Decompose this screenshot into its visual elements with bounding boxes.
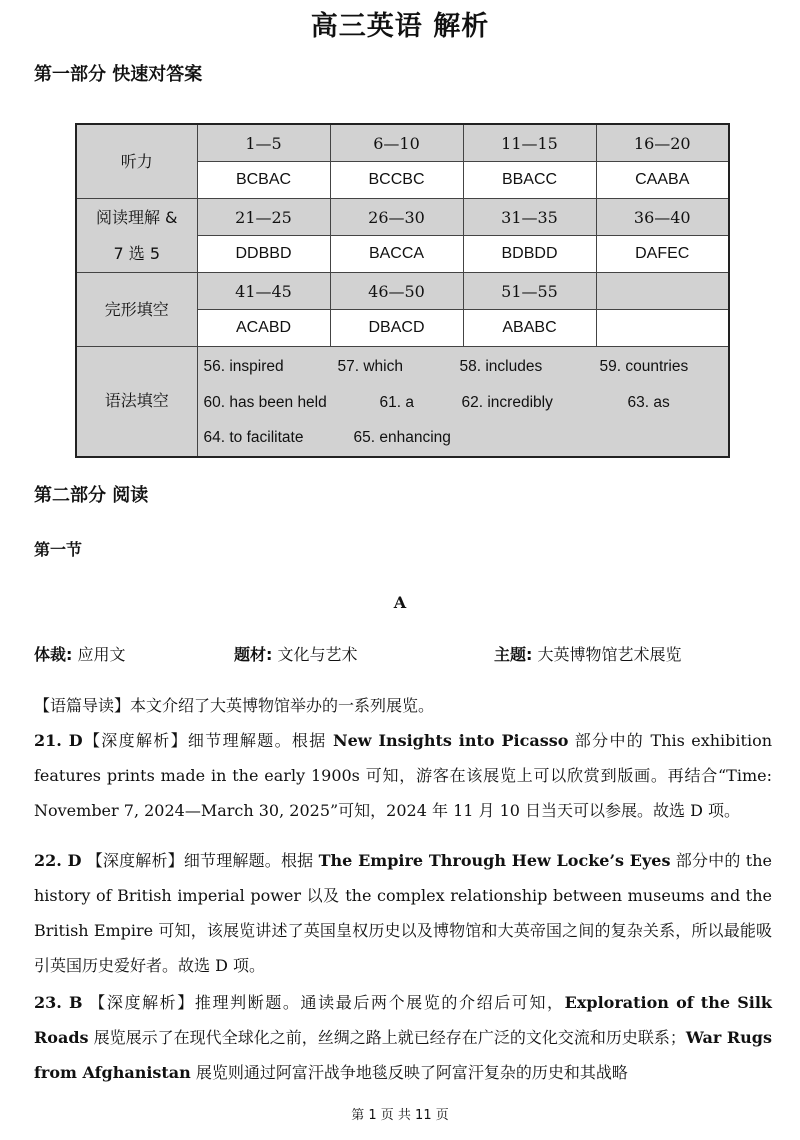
section-heading: 第一节 xyxy=(34,540,83,559)
table-row xyxy=(76,199,729,236)
grammar-item: 65. enhancing xyxy=(353,429,451,446)
answer-cell: BDBDD xyxy=(463,236,596,273)
range-cell: 51—55 xyxy=(463,273,596,310)
range-cell: 11—15 xyxy=(463,124,596,162)
grammar-item: 56. inspired xyxy=(203,358,284,375)
empty-cell xyxy=(596,310,729,347)
q23-head: 23. B xyxy=(34,993,83,1012)
range-cell: 26—30 xyxy=(330,199,463,236)
grammar-answers xyxy=(197,347,729,457)
grammar-item: 60. has been held xyxy=(203,393,327,411)
range-cell: 21—25 xyxy=(197,199,330,236)
part2-heading: 第二部分 阅读 xyxy=(34,485,149,506)
answer-cell: CAABA xyxy=(596,162,729,199)
row-label-cloze: 完形填空 xyxy=(76,273,197,347)
q21-text1: 【深度解析】细节理解题。根据 xyxy=(82,731,333,750)
range-cell: 1—5 xyxy=(197,124,330,162)
subject-value: 文化与艺术 xyxy=(277,645,358,664)
range-cell: 41—45 xyxy=(197,273,330,310)
range-cell: 46—50 xyxy=(330,273,463,310)
answer-cell: ABABC xyxy=(463,310,596,347)
grammar-item: 62. incredibly xyxy=(461,393,553,411)
grammar-item: 64. to facilitate xyxy=(203,429,304,446)
theme xyxy=(494,642,682,665)
range-cell: 6—10 xyxy=(330,124,463,162)
page-number: 第 1 页 共 11 页 xyxy=(351,1108,449,1123)
empty-cell xyxy=(596,273,729,310)
answer-table xyxy=(75,123,730,458)
theme-value: 大英博物馆艺术展览 xyxy=(537,645,682,664)
grammar-item: 58. includes xyxy=(459,358,543,375)
genre-value: 应用文 xyxy=(77,645,126,664)
answer-explanation-21 xyxy=(34,723,772,828)
q23-text2: 展览展示了在现代全球化之前，丝绸之路上就已经存在广泛的文化交流和历史联系； xyxy=(88,1028,686,1047)
q23-bold2: War Rugs from Afghanistan xyxy=(34,1028,772,1082)
table-row xyxy=(76,124,729,162)
q22-text1: 【深度解析】细节理解题。根据 xyxy=(81,851,319,870)
grammar-item: 63. as xyxy=(627,393,670,411)
q23-text3: 展览则通过阿富汗战争地毯反映了阿富汗复杂的历史和其战略 xyxy=(190,1063,628,1082)
genre xyxy=(34,642,126,665)
range-cell: 31—35 xyxy=(463,199,596,236)
q23-text1: 【深度解析】推理判断题。通读最后两个展览的介绍后可知， xyxy=(82,993,565,1012)
q22-text2: 部分中的 the history of British imperial power 以及 the complex relationship between museums and the British Empire 可知，该展览讲述了英国皇权历史以及博物馆和大英帝国之间的复杂关系，所以最能吸引英国历史爱好者。故选 D 项。 xyxy=(34,851,772,975)
answer-cell: ACABD xyxy=(197,310,330,347)
subject-label: 题材: xyxy=(234,645,273,664)
q21-head: 21. D xyxy=(34,731,83,750)
range-cell: 36—40 xyxy=(596,199,729,236)
table-row xyxy=(76,347,729,457)
grammar-item: 61. a xyxy=(379,393,414,411)
answer-cell: BACCA xyxy=(330,236,463,273)
q22-bold1: The Empire Through Hew Locke’s Eyes xyxy=(318,851,671,870)
q23-bold1: Exploration of the Silk Roads xyxy=(34,993,772,1047)
q22-head: 22. D xyxy=(34,851,82,870)
page-title: 高三英语 解析 xyxy=(310,11,490,42)
grammar-item: 57. which xyxy=(337,358,403,375)
part1-heading: 第一部分 快速对答案 xyxy=(34,64,203,85)
answer-cell: DDBBD xyxy=(197,236,330,273)
row-label-grammar: 语法填空 xyxy=(76,347,197,457)
answer-explanation-23 xyxy=(34,985,772,1090)
answer-cell: BBACC xyxy=(463,162,596,199)
range-cell: 16—20 xyxy=(596,124,729,162)
grammar-item: 59. countries xyxy=(599,358,689,375)
answer-cell: DAFEC xyxy=(596,236,729,273)
passage-intro: 【语篇导读】本文介绍了大英博物馆举办的一系列展览。 xyxy=(34,696,435,715)
answer-cell: DBACD xyxy=(330,310,463,347)
genre-label: 体裁: xyxy=(34,645,73,664)
theme-label: 主题: xyxy=(494,645,533,664)
answer-cell: BCCBC xyxy=(330,162,463,199)
reading-label-line2: 7 选 5 xyxy=(113,243,161,263)
answer-explanation-22 xyxy=(34,843,772,983)
subject xyxy=(234,642,358,665)
reading-label-line1: 阅读理解 & xyxy=(95,207,178,227)
q21-bold1: New Insights into Picasso xyxy=(333,731,569,750)
row-label-reading xyxy=(76,199,197,273)
table-row xyxy=(76,273,729,310)
passage-label: A xyxy=(393,593,407,612)
answer-cell: BCBAC xyxy=(197,162,330,199)
q21-text2: 部分中的 This exhibition features prints made in the early 1900s 可知，游客在该展览上可以欣赏到版画。再结合“Time: November 7, 2024—March 30, 2025”可知，2024 年 11 月 10 日当天可以参展。故选 D 项。 xyxy=(34,731,773,820)
row-label-listening: 听力 xyxy=(76,124,197,199)
